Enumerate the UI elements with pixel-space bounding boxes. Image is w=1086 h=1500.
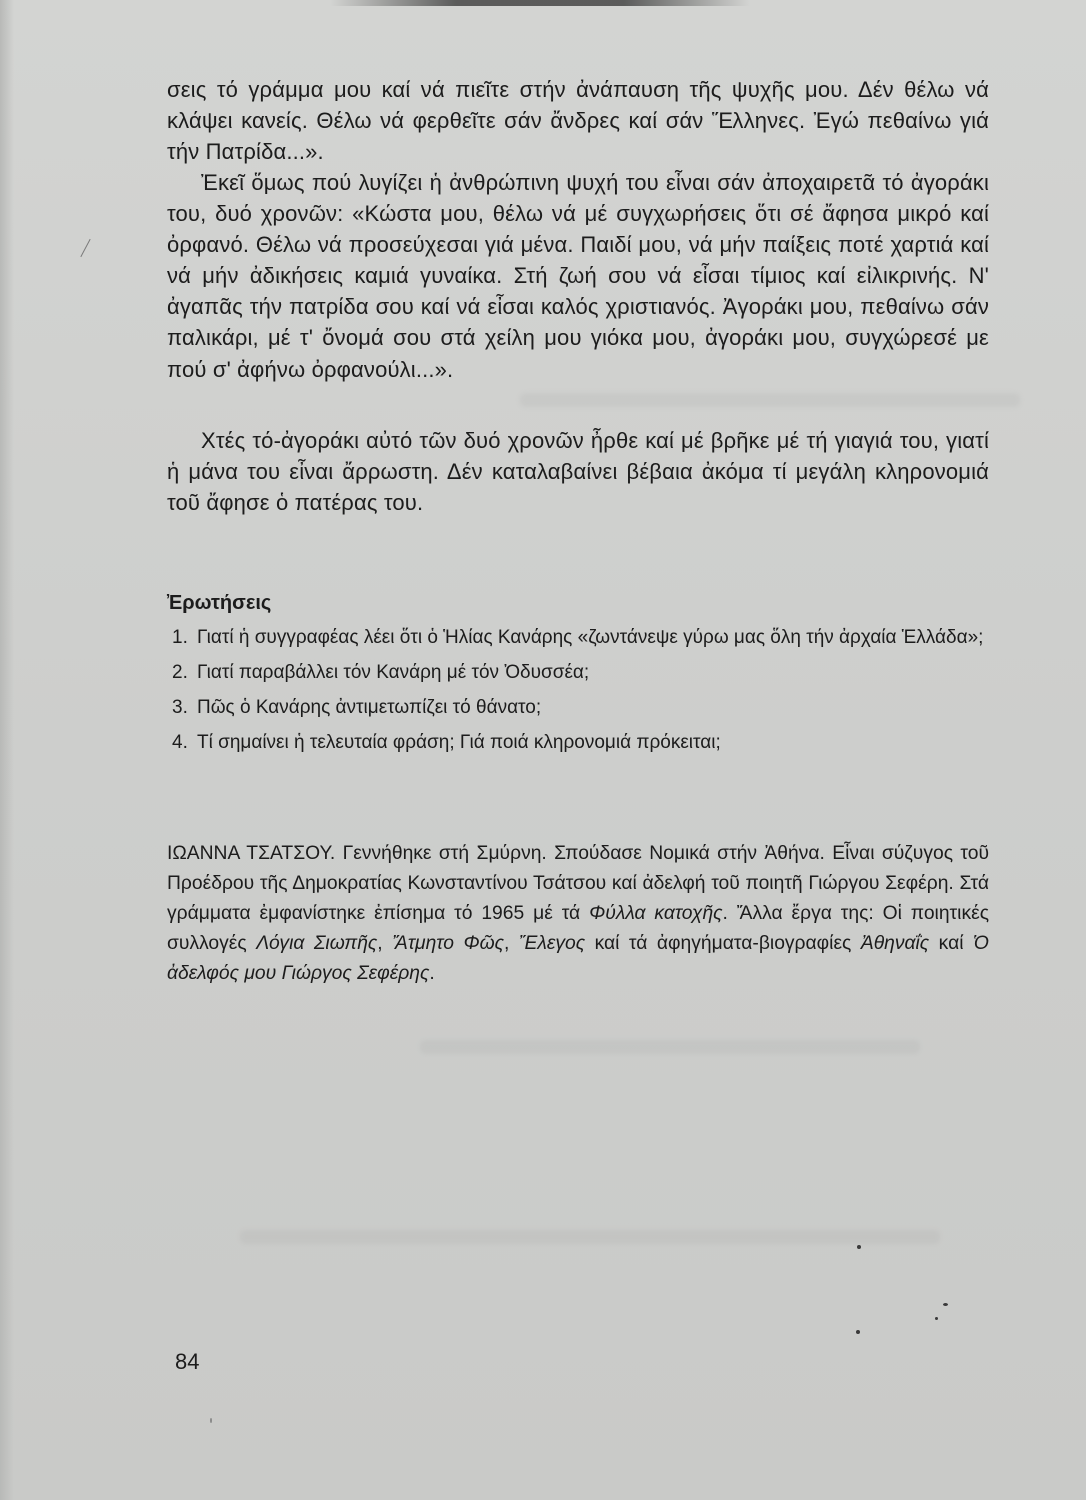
bio-text: . Ἄλλα ἔργα της: Οἱ ποιητικές συλλογές [167, 903, 989, 954]
question-item [172, 625, 1002, 651]
show-through-smudge [520, 393, 1020, 407]
dust-speck [857, 1245, 861, 1249]
bio-text: καί τά ἀφηγήματα-βιογραφίες [585, 933, 861, 954]
margin-pencil-mark [80, 239, 90, 257]
question-item [172, 660, 1002, 686]
question-number: 3. [172, 697, 188, 718]
body-paragraph: Χτές τό-ἀγοράκι αὐτό τῶν δυό χρονῶν ἦρθε καί μέ βρῆκε μέ τή γιαγιά του, γιατί ἡ μάνα του εἶναι ἄρρωστη. Δέν καταλαβαίνει βέβαια ἀκόμα τί μεγάλη κληρονομιά τοῦ ἄφησε ὁ πατέρας του. [167, 428, 989, 516]
bio-text: , [377, 933, 393, 954]
work-title: Ἔλεγος [518, 933, 586, 954]
bio-text: , [504, 933, 519, 954]
binding-shadow [0, 0, 14, 1500]
page-number: 84 [175, 1349, 200, 1374]
dust-speck [856, 1330, 860, 1334]
show-through-smudge [420, 1040, 920, 1054]
question-item [172, 730, 1002, 756]
bio-text: ΙΩΑΝΝΑ ΤΣΑΤΣΟΥ. Γεννήθηκε στή Σμύρνη. Σπούδασε Νομικά στήν Ἀθήνα. Εἶναι σύζυγος τοῦ Προέδρου τῆς Δημοκρατίας Κωνσταντίνου Τσάτσου καί ἀδελφή τοῦ ποιητῆ Γιώργου Σεφέρη. Στά γράμματα ἐμφανίστηκε ἐπίσημα τό 1965 μέ τά [167, 843, 989, 924]
questions-heading: Ἐρωτήσεις [167, 592, 272, 614]
author-biography [167, 839, 989, 989]
question-text: Τί σημαίνει ἡ τελευταία φράση; Γιά ποιά κληρονομιά πρόκειται; [197, 732, 721, 753]
show-through-smudge [240, 1230, 940, 1244]
question-text: Πῶς ὁ Κανάρης ἀντιμετωπίζει τό θάνατο; [197, 697, 542, 718]
work-title: Λόγια Σιωπῆς [256, 933, 378, 954]
work-title: Ὁ ἀδελφός μου Γιώργος Σεφέρης [167, 933, 989, 984]
question-number: 2. [172, 662, 188, 683]
work-title: Ἄτμητο Φῶς [392, 933, 504, 954]
body-paragraph: σεις τό γράμμα μου καί νά πιεῖτε στήν ἀνάπαυση τῆς ψυχῆς μου. Δέν θέλω νά κλάψει κανείς. Θέλω νά φερθεῖτε σάν ἄνδρες καί σάν Ἕλληνες. Ἐγώ πεθαίνω γιά τήν Πατρίδα...». [167, 77, 989, 165]
work-title: Ἀθηναΐς [860, 933, 930, 954]
questions-list [172, 625, 1002, 765]
question-item [172, 695, 1002, 721]
bio-text: . [429, 963, 435, 984]
work-title: Φύλλα κατοχῆς [589, 903, 723, 924]
question-text: Γιατί ἡ συγγραφέας λέει ὅτι ὁ Ἡλίας Κανάρης «ζωντάνεψε γύρω μας ὅλη τήν ἀρχαία Ἑλλάδα»; [197, 627, 984, 648]
dust-speck [935, 1317, 938, 1320]
question-number: 4. [172, 732, 188, 753]
dust-speck [943, 1303, 948, 1306]
bio-text: καί [929, 933, 974, 954]
question-text: Γιατί παραβάλλει τόν Κανάρη μέ τόν Ὀδυσσέα; [197, 662, 590, 683]
dust-speck [210, 1418, 212, 1423]
question-number: 1. [172, 627, 188, 648]
body-paragraph: Ἐκεῖ ὅμως πού λυγίζει ἡ ἀνθρώπινη ψυχή του εἶναι σάν ἀποχαιρετᾶ τό ἀγοράκι του, δυό χρονῶν: «Κώστα μου, θέλω νά μέ συγχωρήσεις ὅτι σέ ἄφησα μικρό καί ὀρφανό. Θέλω νά προσεύχεσαι γιά μένα. Παιδί μου, νά μήν παίξεις ποτέ χαρτιά καί νά μήν ἀδικήσεις καμιά γυναίκα. Στή ζωή σου νά εἶσαι τίμιος καί εἰλικρινής. Ν' ἀγαπᾶς τήν πατρίδα σου καί νά εἶσαι καλός χριστιανός. Ἀγοράκι μου, πεθαίνω σάν παλικάρι, μέ τ' ὄνομά σου στά χείλη μου γιόκα μου, ἀγοράκι μου, συγχώρεσέ με πού σ' ἀφήνω ὀρφανούλι...». [167, 170, 989, 382]
scan-edge-shadow [330, 0, 750, 6]
